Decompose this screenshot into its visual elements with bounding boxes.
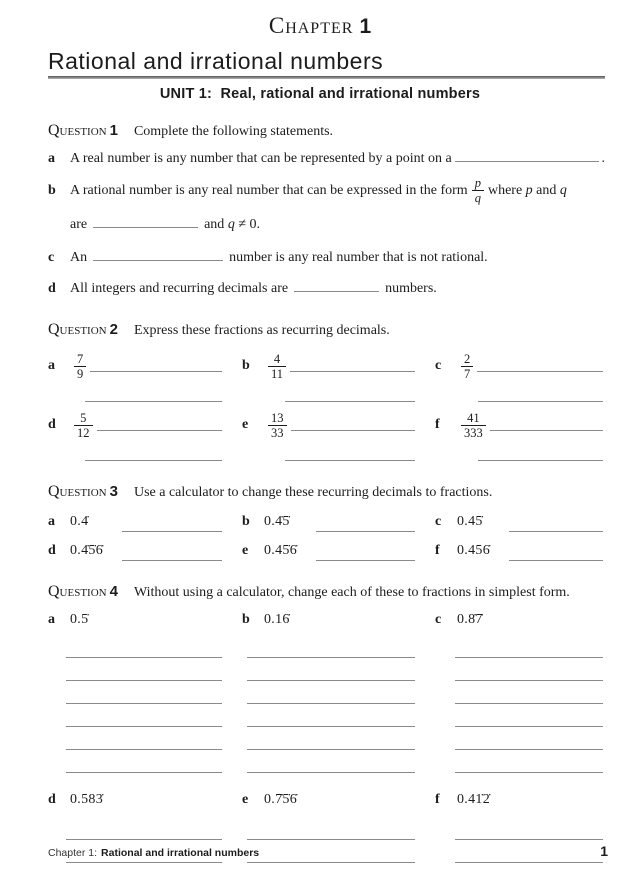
recurring-decimal: 0.456̇ bbox=[457, 542, 490, 558]
q4-item-b bbox=[242, 609, 435, 631]
fraction-numerator: p bbox=[472, 176, 484, 191]
item-label: c bbox=[48, 250, 55, 265]
q3-item-d bbox=[48, 538, 242, 563]
answer-blank bbox=[455, 656, 603, 658]
q4-work-lines-1 bbox=[0, 639, 640, 777]
page-number: 1 bbox=[600, 843, 608, 859]
answer-blank bbox=[285, 459, 415, 461]
q2-row-def bbox=[48, 408, 605, 442]
footer-chapter-title: Rational and irrational numbers bbox=[101, 847, 260, 859]
item-label: f bbox=[435, 542, 440, 558]
answer-blank bbox=[66, 771, 222, 773]
q1-b-text1: A rational number is any real number that can be expressed in the form bbox=[70, 182, 468, 198]
recurring-decimal: 0.583̇ bbox=[70, 792, 103, 807]
q2-row-abc bbox=[48, 349, 605, 383]
item-label: f bbox=[435, 417, 440, 432]
answer-blank bbox=[455, 725, 603, 727]
answer-blank bbox=[455, 679, 603, 681]
question-2-prompt: Express these fractions as recurring decimals. bbox=[133, 323, 390, 338]
q1-b-text3: and bbox=[536, 182, 557, 198]
question-3-prompt: Use a calculator to change these recurring decimals to fractions. bbox=[133, 485, 493, 500]
q2-item-e bbox=[242, 408, 435, 442]
item-label: e bbox=[242, 792, 249, 807]
q2-extra-lines-1 bbox=[48, 383, 605, 406]
fraction-denominator: 11 bbox=[271, 366, 284, 381]
q3-item-f bbox=[435, 538, 605, 563]
answer-blank bbox=[247, 771, 415, 773]
question-4-number: 4 bbox=[109, 583, 118, 600]
question-1-prompt: Complete the following statements. bbox=[133, 124, 334, 139]
answer-blank bbox=[66, 838, 222, 840]
q2-item-c bbox=[435, 349, 605, 383]
item-label: f bbox=[435, 792, 440, 807]
answer-blank bbox=[97, 429, 223, 431]
recurring-decimal: 0.7̇5̇6̇ bbox=[264, 792, 297, 807]
answer-blank bbox=[247, 725, 415, 727]
fraction-denominator: 33 bbox=[271, 425, 284, 440]
item-label: a bbox=[48, 513, 55, 529]
answer-blank bbox=[455, 702, 603, 704]
item-label: c bbox=[435, 358, 442, 373]
recurring-decimal: 0.8̇7̇ bbox=[457, 612, 483, 627]
fraction-denominator: 7 bbox=[464, 366, 471, 381]
q3-item-c bbox=[435, 509, 605, 534]
fraction bbox=[74, 352, 86, 381]
answer-blank bbox=[122, 530, 222, 532]
answer-blank bbox=[122, 559, 222, 561]
answer-blank bbox=[85, 459, 222, 461]
variable-q: q bbox=[559, 182, 567, 198]
q2-item-b bbox=[242, 349, 435, 383]
q4-item-e bbox=[242, 789, 435, 811]
question-1-label: Question bbox=[48, 122, 107, 139]
fraction bbox=[461, 411, 486, 440]
fraction bbox=[268, 352, 286, 381]
answer-blank bbox=[247, 679, 415, 681]
q1-b-are: are bbox=[70, 217, 88, 232]
fraction-p-over-q bbox=[472, 176, 484, 205]
item-label: a bbox=[48, 358, 55, 373]
q2-item-a bbox=[48, 349, 242, 383]
fraction-numerator: 41 bbox=[461, 411, 486, 426]
fraction-denominator: 9 bbox=[77, 366, 84, 381]
q4-item-a bbox=[48, 609, 242, 631]
answer-blank bbox=[247, 861, 415, 863]
answer-blank bbox=[455, 861, 603, 863]
fraction bbox=[268, 411, 287, 440]
item-label: d bbox=[48, 542, 56, 558]
recurring-decimal: 0.45̇ bbox=[457, 513, 483, 529]
answer-blank bbox=[66, 656, 222, 658]
item-label: c bbox=[435, 612, 442, 627]
answer-blank bbox=[478, 400, 603, 402]
q4-item-c bbox=[435, 609, 605, 631]
q1-item-a bbox=[48, 149, 605, 169]
page-title: Rational and irrational numbers bbox=[48, 48, 384, 74]
item-label: a bbox=[48, 612, 55, 627]
q1-item-b-line2 bbox=[70, 215, 605, 235]
recurring-decimal: 0.4̇ bbox=[70, 513, 89, 529]
recurring-decimal: 0.41̇2̇ bbox=[457, 792, 490, 807]
answer-blank bbox=[247, 838, 415, 840]
answer-blank bbox=[90, 370, 222, 372]
answer-blank bbox=[455, 149, 599, 162]
q4-row-def bbox=[48, 789, 605, 811]
answer-blank bbox=[455, 748, 603, 750]
item-label: d bbox=[48, 792, 56, 807]
answer-blank bbox=[455, 771, 603, 773]
q3-item-b bbox=[242, 509, 435, 534]
chapter-number: 1 bbox=[359, 15, 372, 38]
item-label: c bbox=[435, 513, 442, 529]
fraction-numerator: 13 bbox=[268, 411, 287, 426]
q4-row-abc bbox=[48, 609, 605, 631]
q1-a-text: A real number is any number that can be represented by a point on a bbox=[70, 151, 452, 166]
answer-blank bbox=[478, 459, 603, 461]
answer-blank bbox=[455, 838, 603, 840]
fraction-denominator: 333 bbox=[464, 425, 483, 440]
answer-blank bbox=[316, 559, 415, 561]
q3-item-a bbox=[48, 509, 242, 534]
answer-blank bbox=[66, 861, 222, 863]
recurring-decimal: 0.5̇ bbox=[70, 612, 89, 627]
answer-blank bbox=[291, 429, 416, 431]
fraction-denominator: 12 bbox=[77, 425, 90, 440]
question-4-prompt: Without using a calculator, change each of these to fractions in simplest form. bbox=[133, 585, 570, 600]
title-rule bbox=[48, 76, 605, 79]
unit-title: UNIT 1: Real, rational and irrational numbers bbox=[159, 86, 481, 102]
q1-a-period: . bbox=[601, 151, 605, 166]
variable-p: p bbox=[525, 182, 533, 198]
answer-blank bbox=[316, 530, 415, 532]
answer-blank bbox=[477, 370, 603, 372]
q1-b-text2: where bbox=[487, 182, 523, 198]
fraction-numerator: 2 bbox=[461, 352, 473, 367]
item-label: a bbox=[48, 151, 55, 166]
question-1-heading bbox=[48, 122, 605, 140]
fraction bbox=[461, 352, 473, 381]
item-label: b bbox=[242, 513, 250, 529]
answer-blank bbox=[66, 748, 222, 750]
item-label: b bbox=[48, 182, 56, 198]
q1-b-neq-zero: ≠ 0. bbox=[238, 217, 260, 232]
question-3-heading bbox=[48, 483, 605, 501]
q2-extra-lines-2 bbox=[48, 442, 605, 465]
recurring-decimal: 0.4̇5̇ bbox=[264, 513, 290, 529]
recurring-decimal: 0.45̇6̇ bbox=[264, 542, 297, 558]
fraction bbox=[74, 411, 93, 440]
recurring-decimal: 0.16̇ bbox=[264, 612, 290, 627]
question-2-label: Question bbox=[48, 321, 107, 338]
answer-blank bbox=[509, 530, 603, 532]
chapter-label: Chapter bbox=[268, 13, 354, 38]
item-label: d bbox=[48, 417, 56, 432]
q1-b-and: and bbox=[204, 217, 225, 232]
fraction-numerator: 4 bbox=[268, 352, 286, 367]
q4-item-d bbox=[48, 789, 242, 811]
q3-row-abc bbox=[48, 509, 605, 534]
item-label: b bbox=[242, 358, 250, 373]
answer-blank bbox=[294, 279, 379, 292]
q2-item-f bbox=[435, 408, 605, 442]
answer-blank bbox=[509, 559, 603, 561]
answer-blank bbox=[66, 702, 222, 704]
fraction-denominator: q bbox=[474, 191, 481, 205]
question-1-number: 1 bbox=[109, 122, 118, 139]
answer-blank bbox=[247, 702, 415, 704]
q1-item-b bbox=[48, 176, 605, 205]
answer-blank bbox=[290, 370, 415, 372]
answer-blank bbox=[66, 679, 222, 681]
page-footer bbox=[48, 843, 608, 859]
item-label: e bbox=[242, 417, 249, 432]
answer-blank bbox=[247, 656, 415, 658]
variable-q: q bbox=[227, 217, 235, 232]
q2-item-d bbox=[48, 408, 242, 442]
item-label: b bbox=[242, 612, 250, 627]
answer-blank bbox=[85, 400, 222, 402]
q4-item-f bbox=[435, 789, 605, 811]
answer-blank bbox=[66, 725, 222, 727]
q3-row-def bbox=[48, 538, 605, 563]
answer-blank bbox=[285, 400, 415, 402]
fraction-numerator: 7 bbox=[74, 352, 86, 367]
question-3-number: 3 bbox=[109, 483, 118, 500]
q1-d-post: numbers. bbox=[385, 281, 437, 296]
recurring-decimal: 0.4̇5̇6̇ bbox=[70, 542, 103, 558]
footer-chapter-prefix: Chapter 1: bbox=[48, 847, 98, 859]
q1-c-post: number is any real number that is not rational. bbox=[229, 250, 488, 265]
answer-blank bbox=[247, 748, 415, 750]
answer-blank bbox=[93, 248, 223, 261]
answer-blank bbox=[93, 215, 198, 228]
question-4-label: Question bbox=[48, 583, 107, 600]
question-3-label: Question bbox=[48, 483, 107, 500]
q1-item-c bbox=[48, 248, 605, 268]
q1-c-pre: An bbox=[70, 250, 88, 265]
item-label: d bbox=[48, 281, 56, 296]
question-2-number: 2 bbox=[109, 321, 118, 338]
item-label: e bbox=[242, 542, 249, 558]
chapter-heading bbox=[0, 0, 640, 42]
q1-item-d bbox=[48, 279, 605, 299]
answer-blank bbox=[490, 429, 603, 431]
question-4-heading bbox=[48, 583, 605, 601]
fraction-numerator: 5 bbox=[74, 411, 93, 426]
q1-d-pre: All integers and recurring decimals are bbox=[70, 281, 289, 296]
q3-item-e bbox=[242, 538, 435, 563]
question-2-heading bbox=[48, 321, 605, 339]
